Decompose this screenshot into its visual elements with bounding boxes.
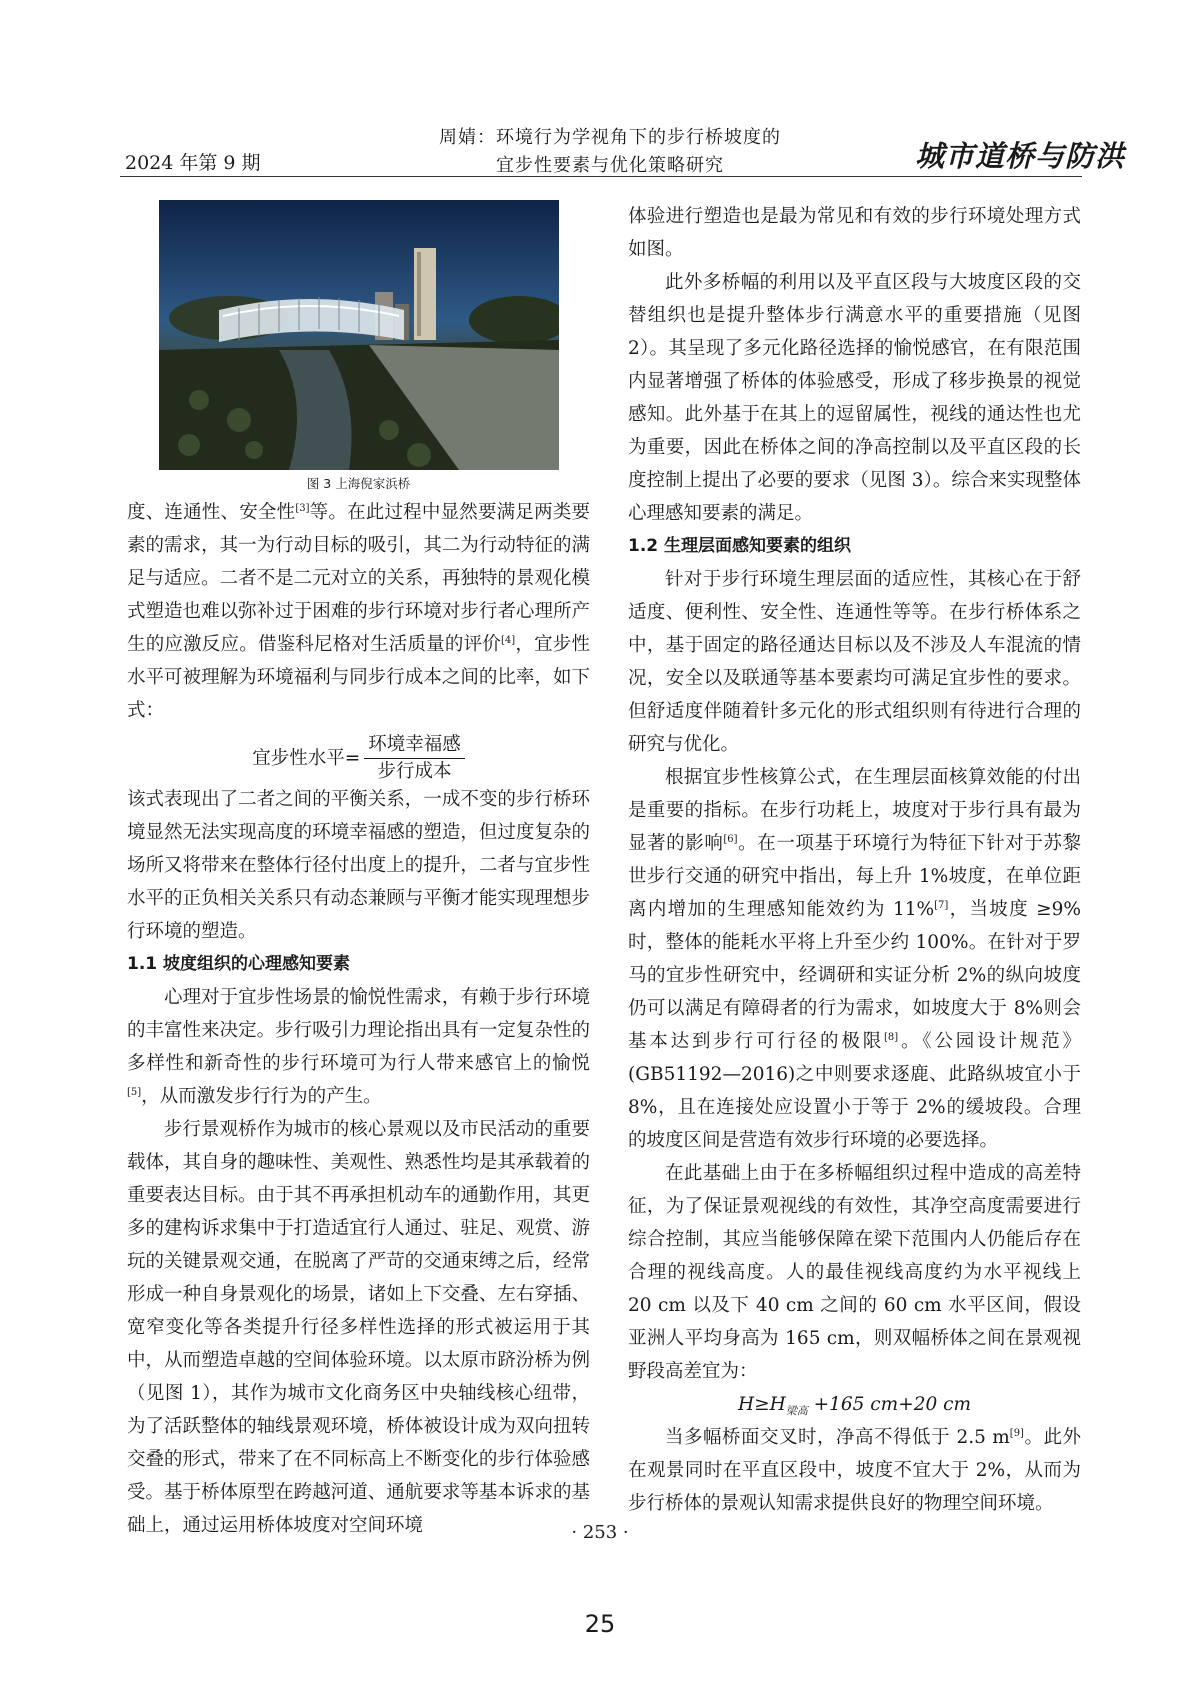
figure-caption: 图 3 上海倪家浜桥 — [306, 476, 411, 491]
paragraph: 度、连通性、安全性[3]等。在此过程中显然要满足两类要素的需求，其一为行动目标的吸引，其二为行动特征的满足与适应。二者不是二元对立的关系，再独特的景观化模式塑造也难以弥补过于困难的步行环境对步行者心理所产生的应激反应。借鉴科尼格对生活质量的评价[4]，宜步性水平可被理解为环境福利与同步行成本之间的比率，如下式： — [127, 502, 590, 721]
citation: [4] — [501, 634, 516, 646]
pdf-page-number: 25 — [584, 1610, 616, 1638]
right-column — [628, 200, 1081, 1520]
citation: [8] — [884, 1031, 899, 1043]
formula-lhs: 宜步性水平= — [252, 747, 361, 769]
height-equation: $H\ge H_{梁高} +165$ cm+20 cm — [737, 1394, 972, 1418]
left-column — [127, 200, 590, 1542]
citation: [7] — [934, 899, 949, 911]
bridge-photo-illustration — [159, 200, 559, 470]
citation: [6] — [723, 833, 738, 845]
equation-subscript: 梁高 — [785, 1404, 808, 1418]
paragraph: 心理对于宜步性场景的愉悦性需求，有赖于步行环境的丰富性来决定。步行吸引力理论指出具有一定复杂性的多样性和新奇性的步行环境可为行人带来感官上的愉悦[5]，从而激发步行行为的产生。 — [127, 987, 590, 1107]
paragraph: 当多幅桥面交叉时，净高不得低于 2.5 m[9]。此外在观景同时在平直区段中，坡度不宜大于 2%，从而为步行桥体的景观认知需求提供良好的物理空间环境。 — [628, 1427, 1081, 1514]
paragraph: 步行景观桥作为城市的核心景观以及市民活动的重要载体，其自身的趣味性、美观性、熟悉性均是其承载着的重要表达目标。由于其不再承担机动车的通勤作用，其更多的建构诉求集中于打造适宜行人通过、驻足、观赏、游玩的关键景观交通，在脱离了严苛的交通束缚之后，经常形成一种自身景观化的场景，诸如上下交叠、左右穿插、宽窄变化等各类提升行径多样性选择的形式被运用于其中，从而塑造卓越的空间体验环境。以太原市跻汾桥为例（见图 1），其作为城市文化商务区中央轴线核心纽带，为了活跃整体的轴线景观环境，桥体被设计成为双向扭转交叠的形式，带来了在不同标高上不断变化的步行体验感受。基于桥体原型在跨越河道、通航要求等基本诉求的基础上，通过运用桥体坡度对空间环境 — [127, 1119, 590, 1536]
journal-page-number: · 253 · — [571, 1522, 629, 1543]
paragraph: 该式表现出了二者之间的平衡关系，一成不变的步行桥环境显然无法实现高度的环境幸福感的塑造，但过度复杂的场所又将带来在整体行径付出度上的提升，二者与宜步性水平的正负相关关系只有动态兼顾与平衡才能实现理想步行环境的塑造。 — [127, 789, 590, 942]
citation: [5] — [127, 1086, 142, 1098]
paragraph: 在此基础上由于在多桥幅组织过程中造成的高差特征，为了保证景观视线的有效性，其净空高度需要进行综合控制，其应当能够保障在梁下范围内人仍能后存在合理的视线高度。人的最佳视线高度约为水平视线上 20 cm 以及下 40 cm 之间的 60 cm 水平区间，假设亚洲人平均身高为 165 cm，则双幅桥体之间在景观视野段高差宜为： — [628, 1163, 1081, 1382]
figure-3 — [127, 200, 590, 494]
walkability-formula — [127, 733, 590, 783]
paragraph: 针对于步行环境生理层面的适应性，其核心在于舒适度、便利性、安全性、连通性等等。在步行桥体系之中，基于固定的路径通达目标以及不涉及人车混流的情况，安全以及联通等基本要素均可满足宜步性的要求。但舒适度伴随着针多元化的形式组织则有待进行合理的研究与优化。 — [628, 569, 1081, 755]
paragraph: 根据宜步性核算公式，在生理层面核算效能的付出是重要的指标。在步行功耗上，坡度对于步行具有最为显著的影响[6]。在一项基于环境行为特征下针对于苏黎世步行交通的研究中指出，每上升 1%坡度，在单位距离内增加的生理感知能效约为 11%[7]，当坡度 ≥9% 时，整体的能耗水平将上升至少约 100%。在针对于罗马的宜步性研究中，经调研和实证分析 2%的纵向坡度仍可以满足有障碍者的行为需求，如坡度大于 8%则会基本达到步行可行径的极限[8]。《公园设计规范》(GB51192—2016)之中则要求逐鹿、此路纵坡宜小于 8%，且在连接处应设置小于等于 2%的缓坡段。合理的坡度区间是营造有效步行环境的必要选择。 — [628, 767, 1081, 1151]
section-heading-1-1: 1.1 坡度组织的心理感知要素 — [127, 954, 351, 974]
formula-numerator: 环境幸福感 — [364, 732, 465, 759]
journal-logo: 城市道桥与防洪 — [915, 139, 1126, 173]
citation: [9] — [1009, 1427, 1024, 1439]
section-heading-1-2: 1.2 生理层面感知要素的组织 — [628, 536, 852, 556]
formula-fraction — [364, 732, 465, 785]
page-header — [0, 0, 1200, 180]
paragraph: 此外多桥幅的利用以及平直区段与大坡度区段的交替组织也是提升整体步行满意水平的重要措施（见图 2）。其呈现了多元化路径选择的愉悦感官，在有限范围内显著增强了桥体的体验感受，形成了移步换景的视觉感知。此外基于在其上的逗留属性，视线的通达性也尤为重要，因此在桥体之间的净高控制以及平直区段的长度控制上提出了必要的要求（见图 3）。综合来实现整体心理感知要素的满足。 — [628, 272, 1081, 524]
running-title-line2: 宜步性要素与优化策略研究 — [496, 155, 724, 176]
running-title-line1: 周婧：环境行为学视角下的步行桥坡度的 — [439, 127, 781, 148]
header-rule — [120, 176, 1082, 177]
formula-denominator: 步行成本 — [377, 760, 452, 782]
citation: [3] — [295, 502, 310, 514]
issue-label: 2024 年第 9 期 — [125, 152, 261, 174]
running-title — [380, 124, 840, 180]
paragraph: 体验进行塑造也是最为常见和有效的步行环境处理方式如图。 — [628, 206, 1081, 260]
bridge-photo — [159, 200, 559, 470]
